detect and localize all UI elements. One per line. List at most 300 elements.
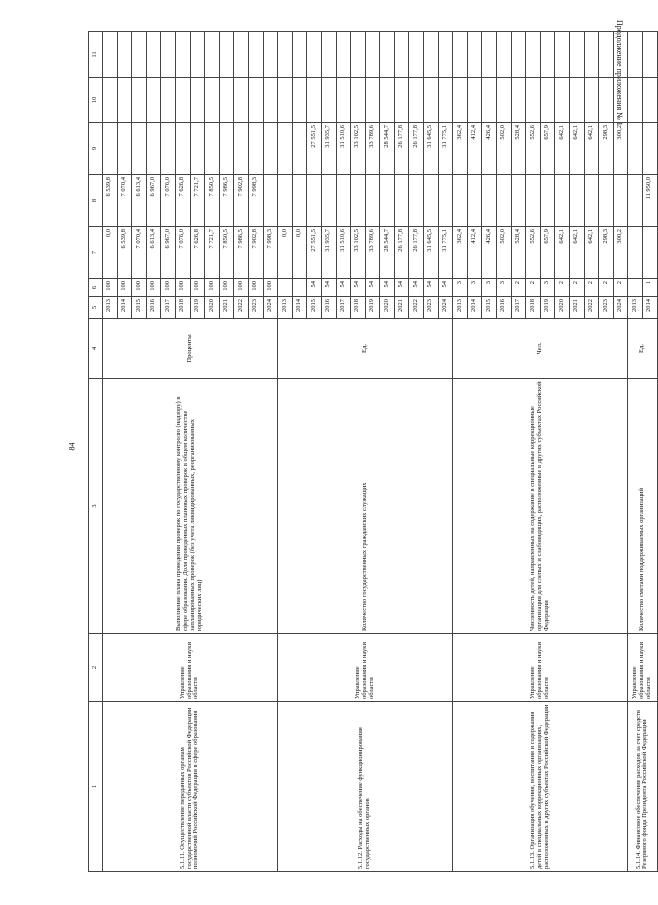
other-cell [628, 32, 643, 78]
col-head: 7 [89, 227, 103, 279]
federal-cell: 7 626,8 [175, 175, 190, 227]
other-cell [555, 32, 570, 78]
indicator-cell: Количество сметами поддерживаемых организаций [628, 379, 657, 634]
other-cell [321, 32, 336, 78]
year-cell: 2013 [278, 297, 293, 319]
local-cell [175, 78, 190, 123]
year-cell: 2020 [205, 297, 220, 319]
federal-cell [409, 175, 424, 227]
regional-cell: 31 775,1 [438, 123, 453, 175]
year-cell: 2013 [628, 297, 643, 319]
regional-cell [292, 123, 307, 175]
year-cell: 2023 [424, 297, 439, 319]
regional-cell [205, 123, 220, 175]
target-cell: 54 [409, 279, 424, 297]
regional-cell [103, 123, 118, 175]
section-title: 5.1.11. Осуществление переданных органам государственной власти субъектов Российской Федерации полномочий Российской Федерации в сфере образования [103, 702, 278, 872]
col-head: 8 [89, 175, 103, 227]
total-cell: 7 998,3 [263, 227, 278, 279]
col-head: 5 [89, 297, 103, 319]
local-cell [190, 78, 205, 123]
local-cell [453, 78, 468, 123]
year-cell: 2015 [482, 297, 497, 319]
target-cell: 2 [570, 279, 585, 297]
federal-cell [278, 175, 293, 227]
federal-cell [497, 175, 512, 227]
federal-cell [263, 175, 278, 227]
year-cell: 2019 [365, 297, 380, 319]
federal-cell: 7 986,5 [219, 175, 234, 227]
year-cell: 2015 [132, 297, 147, 319]
continuation-text: Продолжение приложения № 1 [615, 20, 624, 126]
table-row [628, 32, 643, 872]
local-cell [380, 78, 395, 123]
year-cell: 2017 [336, 297, 351, 319]
regional-cell: 33 789,6 [365, 123, 380, 175]
target-cell: 3 [540, 279, 555, 297]
total-cell: 7 721,7 [205, 227, 220, 279]
regional-cell [146, 123, 161, 175]
other-cell [103, 32, 118, 78]
local-cell [336, 78, 351, 123]
federal-cell [467, 175, 482, 227]
col-head: 9 [89, 123, 103, 175]
other-cell [467, 32, 482, 78]
year-cell: 2021 [570, 297, 585, 319]
local-cell [146, 78, 161, 123]
year-cell: 2018 [351, 297, 366, 319]
federal-cell: 11 950,0 [642, 175, 657, 227]
indicator-cell: Численность детей, направленных на содержание в специальные коррекционные организации для слепых и слабовидящих, расположенные в других субъектах Российской Федерации [453, 379, 628, 634]
federal-cell [511, 175, 526, 227]
target-cell: 100 [219, 279, 234, 297]
regional-cell: 502,0 [497, 123, 512, 175]
other-cell [365, 32, 380, 78]
target-cell: 54 [380, 279, 395, 297]
federal-cell [394, 175, 409, 227]
year-cell: 2022 [584, 297, 599, 319]
regional-cell: 426,4 [482, 123, 497, 175]
local-cell [234, 78, 249, 123]
federal-cell [628, 175, 643, 227]
other-cell [278, 32, 293, 78]
year-cell: 2023 [248, 297, 263, 319]
regional-cell: 362,4 [453, 123, 468, 175]
federal-cell [380, 175, 395, 227]
target-cell: 2 [584, 279, 599, 297]
target-cell [278, 279, 293, 297]
target-cell [292, 279, 307, 297]
regional-cell: 31 510,6 [336, 123, 351, 175]
other-cell [117, 32, 132, 78]
year-cell: 2022 [409, 297, 424, 319]
regional-cell: 657,9 [540, 123, 555, 175]
total-cell: 7 986,5 [234, 227, 249, 279]
federal-cell: 6 967,0 [146, 175, 161, 227]
total-cell: 33 102,5 [351, 227, 366, 279]
target-cell: 2 [599, 279, 614, 297]
local-cell [248, 78, 263, 123]
target-cell: 100 [175, 279, 190, 297]
target-cell: 54 [351, 279, 366, 297]
regional-cell [642, 123, 657, 175]
target-cell: 54 [336, 279, 351, 297]
federal-cell: 7 070,4 [117, 175, 132, 227]
target-cell: 54 [424, 279, 439, 297]
total-cell: 7 626,8 [190, 227, 205, 279]
table-row [278, 32, 293, 872]
total-cell: 412,4 [467, 227, 482, 279]
target-cell: 3 [497, 279, 512, 297]
total-cell: 6 539,8 [117, 227, 132, 279]
local-cell [482, 78, 497, 123]
year-cell: 2015 [307, 297, 322, 319]
col-head: 4 [89, 319, 103, 379]
federal-cell [555, 175, 570, 227]
federal-cell [599, 175, 614, 227]
year-cell: 2013 [453, 297, 468, 319]
regional-cell: 642,1 [555, 123, 570, 175]
local-cell [205, 78, 220, 123]
other-cell [482, 32, 497, 78]
year-cell: 2024 [613, 297, 628, 319]
rotated-table-wrapper [88, 31, 658, 872]
other-cell [497, 32, 512, 78]
local-cell [351, 78, 366, 123]
year-cell: 2023 [599, 297, 614, 319]
other-cell [132, 32, 147, 78]
local-cell [394, 78, 409, 123]
other-cell [292, 32, 307, 78]
col-head: 6 [89, 279, 103, 297]
target-cell: 100 [205, 279, 220, 297]
regional-cell [628, 123, 643, 175]
target-cell: 2 [526, 279, 541, 297]
year-cell: 2024 [263, 297, 278, 319]
other-cell [248, 32, 263, 78]
federal-cell [292, 175, 307, 227]
section-title: 5.1.12. Расходы на обеспечение функционирования государственных органов [278, 702, 453, 872]
regional-cell [190, 123, 205, 175]
total-cell: 27 551,5 [307, 227, 322, 279]
regional-cell [219, 123, 234, 175]
federal-cell [351, 175, 366, 227]
total-cell: 0,0 [278, 227, 293, 279]
other-cell [351, 32, 366, 78]
other-cell [511, 32, 526, 78]
target-cell [628, 279, 643, 297]
federal-cell [321, 175, 336, 227]
local-cell [292, 78, 307, 123]
regional-cell: 27 551,5 [307, 123, 322, 175]
year-cell: 2020 [555, 297, 570, 319]
regional-cell [234, 123, 249, 175]
local-cell [570, 78, 585, 123]
other-cell [205, 32, 220, 78]
other-cell [613, 32, 628, 78]
total-cell: 7 076,0 [175, 227, 190, 279]
col-head: 10 [89, 78, 103, 123]
total-cell: 300,2 [613, 227, 628, 279]
regional-cell: 300,2 [613, 123, 628, 175]
federal-cell [424, 175, 439, 227]
col-head: 3 [89, 379, 103, 634]
other-cell [307, 32, 322, 78]
total-cell: 642,1 [570, 227, 585, 279]
local-cell [511, 78, 526, 123]
target-cell: 54 [307, 279, 322, 297]
total-cell: 642,1 [555, 227, 570, 279]
local-cell [584, 78, 599, 123]
total-cell: 642,1 [584, 227, 599, 279]
total-cell: 31 510,6 [336, 227, 351, 279]
total-cell [628, 227, 643, 279]
local-cell [161, 78, 176, 123]
federal-cell [584, 175, 599, 227]
total-cell: 6 613,4 [146, 227, 161, 279]
unit-cell: Проценты [103, 319, 278, 379]
total-cell: 31 775,1 [438, 227, 453, 279]
regional-cell: 26 177,8 [409, 123, 424, 175]
target-cell: 100 [103, 279, 118, 297]
target-cell: 2 [511, 279, 526, 297]
year-cell: 2017 [161, 297, 176, 319]
unit-cell: Ед. [278, 319, 453, 379]
target-cell: 100 [248, 279, 263, 297]
regional-cell: 31 645,5 [424, 123, 439, 175]
federal-cell: 7 076,0 [161, 175, 176, 227]
target-cell: 100 [117, 279, 132, 297]
local-cell [365, 78, 380, 123]
other-cell [161, 32, 176, 78]
year-cell: 2016 [497, 297, 512, 319]
year-cell: 2014 [642, 297, 657, 319]
local-cell [307, 78, 322, 123]
year-cell: 2024 [438, 297, 453, 319]
total-cell: 362,4 [453, 227, 468, 279]
federal-cell [453, 175, 468, 227]
local-cell [467, 78, 482, 123]
federal-cell: 7 902,8 [234, 175, 249, 227]
total-cell: 298,3 [599, 227, 614, 279]
regional-cell [263, 123, 278, 175]
year-cell: 2016 [321, 297, 336, 319]
total-cell: 552,6 [526, 227, 541, 279]
executor-cell: Управление образования и науки области [278, 634, 453, 702]
local-cell [642, 78, 657, 123]
target-cell: 100 [132, 279, 147, 297]
regional-cell [175, 123, 190, 175]
col-head: 2 [89, 634, 103, 702]
total-cell: 426,4 [482, 227, 497, 279]
target-cell: 100 [190, 279, 205, 297]
unit-cell: Ед. [628, 319, 657, 379]
regional-cell: 642,1 [570, 123, 585, 175]
year-cell: 2020 [380, 297, 395, 319]
total-cell: 26 177,8 [409, 227, 424, 279]
other-cell [584, 32, 599, 78]
year-cell: 2022 [234, 297, 249, 319]
local-cell [526, 78, 541, 123]
local-cell [613, 78, 628, 123]
other-cell [424, 32, 439, 78]
year-cell: 2019 [190, 297, 205, 319]
total-cell: 33 789,6 [365, 227, 380, 279]
indicator-cell: Выполнение плана проведения проверок по государственному контролю (надзору) в сфере образования. Доля проведенных плановых проверок в общем количестве запланированных проверок (без учета ликвидированных, реорганизованных юридических лиц) [103, 379, 278, 634]
year-cell: 2014 [292, 297, 307, 319]
total-cell: 31 645,5 [424, 227, 439, 279]
regional-cell: 31 935,7 [321, 123, 336, 175]
other-cell [190, 32, 205, 78]
federal-cell: 6 613,4 [132, 175, 147, 227]
section-title: 5.1.14. Финансовое обеспечение расходов за счет средств Резервного фонда Президента Российской Федерации [628, 702, 657, 872]
total-cell: 657,9 [540, 227, 555, 279]
regional-cell: 298,3 [599, 123, 614, 175]
regional-cell: 642,1 [584, 123, 599, 175]
regional-cell: 412,4 [467, 123, 482, 175]
local-cell [132, 78, 147, 123]
year-cell: 2014 [117, 297, 132, 319]
local-cell [278, 78, 293, 123]
section-title: 5.1.13. Организация обучения, воспитания и содержания детей в специальных коррекционных организациях, расположенных в других субъектах Российской Федерации [453, 702, 628, 872]
col-head: 1 [89, 702, 103, 872]
other-cell [599, 32, 614, 78]
target-cell: 54 [321, 279, 336, 297]
federal-cell [570, 175, 585, 227]
executor-cell: Управление образования и науки области [628, 634, 657, 702]
column-number-row [89, 32, 103, 872]
page-number [66, 440, 78, 470]
local-cell [599, 78, 614, 123]
total-cell [642, 227, 657, 279]
regional-cell [132, 123, 147, 175]
year-cell: 2019 [540, 297, 555, 319]
year-cell: 2021 [394, 297, 409, 319]
federal-cell [438, 175, 453, 227]
federal-cell [336, 175, 351, 227]
regional-cell: 552,6 [526, 123, 541, 175]
page-number-text: 84 [67, 442, 77, 451]
target-cell: 100 [161, 279, 176, 297]
regional-cell: 528,4 [511, 123, 526, 175]
target-cell: 100 [146, 279, 161, 297]
other-cell [219, 32, 234, 78]
year-cell: 2014 [467, 297, 482, 319]
federal-cell [526, 175, 541, 227]
local-cell [424, 78, 439, 123]
target-cell: 100 [234, 279, 249, 297]
local-cell [321, 78, 336, 123]
regional-cell: 28 544,7 [380, 123, 395, 175]
local-cell [263, 78, 278, 123]
target-cell: 1 [642, 279, 657, 297]
table-row [103, 32, 118, 872]
other-cell [263, 32, 278, 78]
local-cell [628, 78, 643, 123]
year-cell: 2018 [526, 297, 541, 319]
federal-cell [482, 175, 497, 227]
target-cell: 3 [453, 279, 468, 297]
total-cell: 528,4 [511, 227, 526, 279]
other-cell [570, 32, 585, 78]
other-cell [394, 32, 409, 78]
federal-cell: 7 721,7 [190, 175, 205, 227]
local-cell [497, 78, 512, 123]
total-cell: 502,0 [497, 227, 512, 279]
local-cell [103, 78, 118, 123]
total-cell: 28 544,7 [380, 227, 395, 279]
year-cell: 2018 [175, 297, 190, 319]
program-table [88, 31, 658, 872]
regional-cell: 26 177,8 [394, 123, 409, 175]
regional-cell [161, 123, 176, 175]
unit-cell: Чел. [453, 319, 628, 379]
year-cell: 2021 [219, 297, 234, 319]
local-cell [438, 78, 453, 123]
total-cell: 6 967,0 [161, 227, 176, 279]
federal-cell [307, 175, 322, 227]
other-cell [380, 32, 395, 78]
target-cell: 54 [365, 279, 380, 297]
other-cell [175, 32, 190, 78]
total-cell: 0,0 [292, 227, 307, 279]
regional-cell: 33 102,5 [351, 123, 366, 175]
other-cell [642, 32, 657, 78]
total-cell: 7 070,4 [132, 227, 147, 279]
other-cell [540, 32, 555, 78]
local-cell [540, 78, 555, 123]
target-cell: 2 [555, 279, 570, 297]
total-cell: 0,0 [103, 227, 118, 279]
local-cell [555, 78, 570, 123]
indicator-cell: Количество государственных гражданских служащих [278, 379, 453, 634]
executor-cell: Управление образования и науки области [453, 634, 628, 702]
regional-cell [248, 123, 263, 175]
col-head: 11 [89, 32, 103, 78]
other-cell [438, 32, 453, 78]
year-cell: 2017 [511, 297, 526, 319]
regional-cell [117, 123, 132, 175]
total-cell: 26 177,8 [394, 227, 409, 279]
year-cell: 2013 [103, 297, 118, 319]
year-cell: 2016 [146, 297, 161, 319]
other-cell [146, 32, 161, 78]
target-cell: 54 [438, 279, 453, 297]
other-cell [234, 32, 249, 78]
local-cell [117, 78, 132, 123]
total-cell: 7 850,5 [219, 227, 234, 279]
total-cell: 31 935,7 [321, 227, 336, 279]
other-cell [526, 32, 541, 78]
local-cell [219, 78, 234, 123]
federal-cell [613, 175, 628, 227]
federal-cell: 7 998,3 [248, 175, 263, 227]
regional-cell [278, 123, 293, 175]
federal-cell [365, 175, 380, 227]
total-cell: 7 902,8 [248, 227, 263, 279]
target-cell: 54 [394, 279, 409, 297]
executor-cell: Управление образования и науки области [103, 634, 278, 702]
local-cell [409, 78, 424, 123]
target-cell: 100 [263, 279, 278, 297]
target-cell: 3 [482, 279, 497, 297]
target-cell: 3 [467, 279, 482, 297]
other-cell [453, 32, 468, 78]
target-cell: 2 [613, 279, 628, 297]
federal-cell [540, 175, 555, 227]
federal-cell: 7 850,5 [205, 175, 220, 227]
other-cell [336, 32, 351, 78]
